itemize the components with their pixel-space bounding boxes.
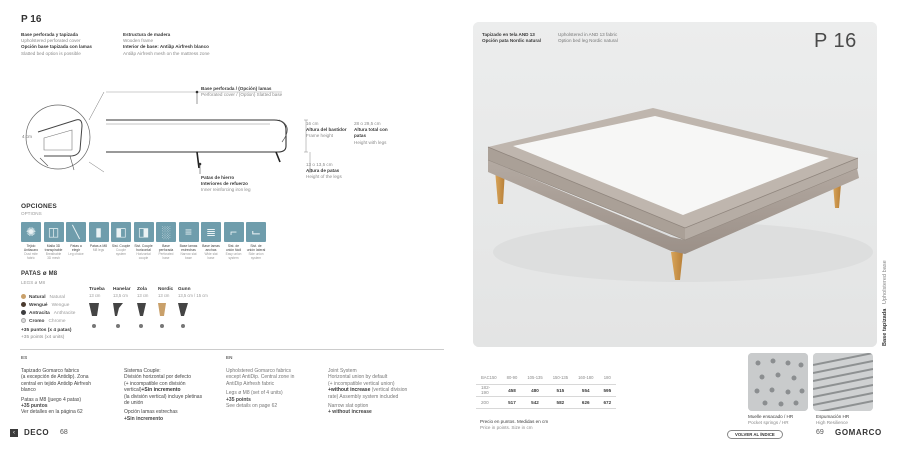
legs-subtitle: LEGS ø M8 [21, 280, 45, 285]
side-label [882, 260, 888, 346]
text-line: Tapizado Gomarco fabrics [21, 368, 80, 374]
option-icon: ◧ [111, 222, 131, 242]
option-label-en: M8 legs [92, 248, 105, 253]
leg-model-gunn [178, 287, 208, 298]
option-item [44, 222, 64, 261]
option-item [156, 222, 176, 261]
option-item [246, 222, 266, 261]
frame-height-value: 16 cm [306, 121, 319, 126]
finish-es: Wengué [29, 302, 48, 308]
text-line: (+ incompatible con división [124, 380, 186, 387]
legs-points-en: +35 points (x4 units) [21, 334, 65, 340]
option-label-en: Perforated base [158, 252, 174, 261]
frame-height-callout [306, 121, 351, 140]
option-item [224, 222, 244, 261]
spec-line-es: Estructura de madera [123, 32, 171, 37]
table-row [476, 396, 616, 408]
leg-size: 13 cm [158, 293, 170, 298]
leg-size: 13,5 cm [113, 293, 128, 298]
spec-line-es: Opción base tapizada con lamas [21, 44, 92, 50]
legs-height-en: Height of the legs [306, 174, 342, 180]
spec-line-en: Wooden frame [123, 38, 154, 44]
spec-line-en: Slatted bed option is possible [21, 50, 81, 56]
option-label-es: Patas a M8 [89, 244, 108, 248]
back-to-index-button[interactable]: VOLVER AL ÍNDICE [727, 430, 783, 439]
table-row [476, 384, 616, 396]
option-item [66, 222, 86, 257]
callout-top-es: Base perforada / (Opción) lamas [201, 86, 272, 91]
text-line: Upholstered Gomarco fabrics [226, 368, 292, 374]
leg-model-zola [137, 287, 148, 298]
leg-name: Nordic [158, 287, 174, 292]
option-icon: ≡ [179, 222, 199, 242]
option-item [179, 222, 199, 261]
text-line: blanco [21, 387, 36, 394]
table-note-es: Precio en puntos. Medidas en cm [480, 419, 549, 424]
table-cell: 515 [548, 384, 573, 396]
option-label-en: Breathable 3D mesh [45, 252, 62, 261]
mattress-en: High Resilience [816, 420, 848, 426]
callout-bottom-en: Inner reinforcing iron leg [201, 187, 251, 193]
option-label-en: Side union system [248, 252, 264, 261]
text-es-col2 [124, 368, 224, 422]
option-label-en: Narrow slat base [180, 252, 197, 261]
photo-caption-es [482, 32, 541, 44]
text-points: +35 points [226, 396, 251, 403]
option-icon: ⌐ [224, 222, 244, 242]
legs-title: PATAS ø M8 [21, 271, 58, 277]
option-item [201, 222, 221, 261]
leg-model-hanelar [113, 287, 131, 298]
finish-natural [21, 294, 65, 300]
spec-line-es: Base perforada y tapizada [21, 32, 78, 37]
option-icon: ▮ [89, 222, 109, 242]
mattress-es: Espumación HR [816, 414, 850, 419]
text-line: (a excepción de Antidip). Zona [21, 374, 89, 381]
option-label-es: Base lamas anchas [202, 244, 220, 253]
option-label-es: Sist. de unión fácil [225, 244, 242, 253]
option-icon: ░ [156, 222, 176, 242]
spec-line-en: Antiãp Airfresh mesh on the mattress zone [123, 50, 210, 56]
legs-height-callout [306, 162, 356, 181]
leg-name: Trueba [89, 287, 105, 292]
leg-illustrations [86, 302, 196, 336]
table-cell: 595 [598, 384, 616, 396]
text-es-col1 [21, 368, 121, 416]
photo-caption-en [558, 32, 618, 44]
options-subtitle: OPTIONS [21, 211, 42, 216]
footer-page-right: 69 [816, 429, 824, 436]
callout-top [201, 86, 282, 98]
text-line: Legs ø M8 (set of 4 units) [226, 390, 283, 397]
price-table [476, 372, 616, 409]
table-cell: 672 [598, 396, 616, 408]
table-cell: 626 [573, 396, 598, 408]
option-label-en: Leg choice [68, 252, 84, 257]
option-label-en: Dust mite fabric [24, 252, 38, 261]
table-cell: 458 [502, 384, 523, 396]
mattress-caption-1 [748, 414, 793, 426]
caption-line: Upholstered in AND 13 fabric [558, 32, 618, 37]
finish-antracita [21, 310, 75, 316]
table-cell: 80-90 [502, 372, 523, 384]
model-title-right: P 16 [814, 30, 857, 52]
callout-bottom [201, 175, 251, 194]
side-label-en: Upholstered base [882, 260, 888, 305]
leg-model-trueba [89, 287, 105, 298]
option-label-en: Easy union system [225, 252, 242, 261]
text-bold: +Sin incremento [124, 415, 164, 422]
table-header-row [476, 372, 616, 384]
text-line: See details on page 62 [226, 403, 278, 410]
text-line: Ver detalles en la página 62 [21, 409, 83, 416]
text-line: (+ incompatible vertical union) [328, 380, 395, 387]
text-bold: + without increase [328, 409, 372, 416]
table-cell: 542 [522, 396, 547, 408]
leg-name: Gunn [178, 287, 191, 292]
text-line: except AntiDip. Central zone in [226, 374, 295, 381]
side-label-es: Base tapizada [882, 308, 888, 346]
table-cell: 182-190 [476, 384, 502, 396]
legs-points [21, 328, 72, 341]
table-cell: 582 [548, 396, 573, 408]
legs-height-es: Altura de patas [306, 168, 340, 174]
divider [20, 349, 444, 350]
caption-line: Tapizado en tela AND 13 [482, 32, 535, 37]
leg-model-nordic [158, 287, 173, 298]
table-cell: 180 [598, 372, 616, 384]
option-icon: ≣ [201, 222, 221, 242]
option-label-en: Horizontal couple [136, 252, 151, 261]
spec-block-left [21, 32, 92, 57]
leg-size: 13 cm [89, 293, 101, 298]
back-arrow-icon[interactable]: ‹ [10, 429, 18, 437]
text-bold: +without increase [328, 387, 371, 394]
finish-en: Anthracite [53, 310, 76, 316]
callout-bottom-es: Patas de hierro [201, 175, 235, 180]
lang-tag-es: ES [21, 355, 28, 360]
table-cell: BAC150 [476, 372, 502, 384]
total-height-callout [354, 121, 399, 146]
option-label-en: Couple system [115, 248, 127, 256]
callout-bottom-es2: Interiores de refuerzo [201, 181, 248, 187]
text-line: rate) Assembly system included [328, 393, 399, 400]
option-item [21, 222, 41, 261]
option-label-es: Sist. de unión lateral [246, 244, 266, 253]
text-points: +35 puntos [21, 403, 48, 410]
finish-swatch [21, 318, 26, 323]
finish-en: Wengue [51, 302, 70, 308]
table-cell: 200 [476, 396, 502, 408]
leg-name: Zola [137, 287, 147, 292]
footer-brand-right: GOMARCO [835, 428, 882, 437]
table-cell: 160-180 [573, 372, 598, 384]
text-line: Opción lamas estrechas [124, 409, 178, 416]
spec-line-es: Interior de base: Antiãp Airfresh blanco [123, 44, 209, 50]
finish-swatch [21, 310, 26, 315]
option-label-es: Patas a elegir [70, 244, 82, 253]
leg-name: Hanelar [113, 287, 131, 292]
finish-es: Antracita [29, 310, 50, 316]
mattress-es: Muelle ensacado / HR [748, 414, 794, 419]
option-label-es: Sist. Couple horizontal [134, 244, 153, 253]
text-bold: +Sin incremento [141, 387, 181, 394]
table-note [480, 419, 548, 431]
finish-en: Natural [49, 294, 65, 300]
text-line: de unión [124, 400, 144, 407]
finish-cromo [21, 318, 66, 324]
text-line: Patas a M8 (juego 4 patas) [21, 396, 82, 403]
total-height-es: Altura total con patas [354, 127, 388, 139]
text-line: Joint System [328, 368, 357, 374]
option-label-es: Tejido Antiacaro [23, 244, 39, 253]
legs-points-es: +35 puntos (x 4 patas) [21, 328, 72, 333]
text-en-col2 [328, 368, 446, 416]
text-line: (la división vertical) incluye pletinas [124, 393, 203, 400]
finish-es: Natural [29, 294, 46, 300]
options-title: OPCIONES [21, 203, 57, 210]
bed-image [473, 22, 877, 347]
text-line: División horizontal por defecto [124, 374, 191, 381]
frame-height-en: Frame height [306, 133, 334, 139]
text-line: Sistema Couple: [124, 368, 161, 374]
footer-page-left: 68 [60, 429, 68, 436]
finish-es: Cromo [29, 318, 45, 324]
option-icon: ⌙ [246, 222, 266, 242]
table-note-en: Price in points. Size in cm [480, 425, 533, 431]
table-cell: 517 [502, 396, 523, 408]
text-line: central en tejido Antidip Airfresh [21, 380, 92, 387]
hr-foam-image [813, 353, 873, 411]
mattress-caption-2 [816, 414, 849, 426]
finish-swatch [21, 294, 26, 299]
option-label-es: Base perforada [158, 244, 174, 253]
text-en-col1 [226, 368, 326, 409]
finish-swatch [21, 302, 26, 307]
total-height-en: Height with legs [354, 139, 387, 145]
option-icon: ◫ [44, 222, 64, 242]
option-icon: ✺ [21, 222, 41, 242]
footer-brand-left: DECO [24, 428, 50, 437]
option-label-en: Wide slat base [204, 252, 218, 261]
finish-en: Chrome [48, 318, 66, 324]
frame-height-es: Altura del bastidor [306, 127, 347, 133]
table-cell: 480 [522, 384, 547, 396]
pocket-springs-image [748, 353, 808, 411]
option-item [134, 222, 154, 261]
callout-top-en: Perforated cover / (Option) Slatted base [201, 92, 283, 98]
leg-size: 13 cm [137, 293, 149, 298]
text-line: Narrow slat option [328, 403, 369, 410]
text-line: Horizontal union by default [328, 374, 388, 381]
model-title: P 16 [21, 14, 42, 25]
detail-dimension: 4 cm [22, 134, 32, 139]
option-item [111, 222, 131, 257]
table-cell: 150-135 [548, 372, 573, 384]
option-label-es: Malla 3D transpirable [44, 244, 63, 253]
spec-line-en: Upholstered perforated cover [21, 38, 81, 44]
text-line: AntiDip Airfresh fabric [226, 380, 275, 387]
leg-size: 13,5 cm / 15 cm [178, 293, 208, 298]
mattress-en: Pocket springs / HR [748, 420, 789, 426]
text-line: (vertical division [371, 387, 408, 394]
product-photo [473, 22, 877, 347]
spec-block-right [123, 32, 210, 57]
caption-line: Option bed leg Nordic natural [558, 38, 618, 44]
option-label-es: Sist. Couple [111, 244, 131, 248]
caption-line: Opción pata Nordic natural [482, 38, 541, 44]
table-cell: 554 [573, 384, 598, 396]
total-height-value: 28 o 29,5 cm [354, 121, 381, 126]
finish-wengue [21, 302, 69, 308]
option-icon: ╲ [66, 222, 86, 242]
table-cell: 105-135 [522, 372, 547, 384]
option-icon: ◨ [134, 222, 154, 242]
option-item [89, 222, 109, 253]
option-label-es: Base lamas estrechas [179, 244, 198, 253]
text-line: vertical) [124, 387, 142, 394]
lang-tag-en: EN [226, 355, 233, 360]
legs-height-value: 13 o 13,5 cm [306, 162, 333, 167]
